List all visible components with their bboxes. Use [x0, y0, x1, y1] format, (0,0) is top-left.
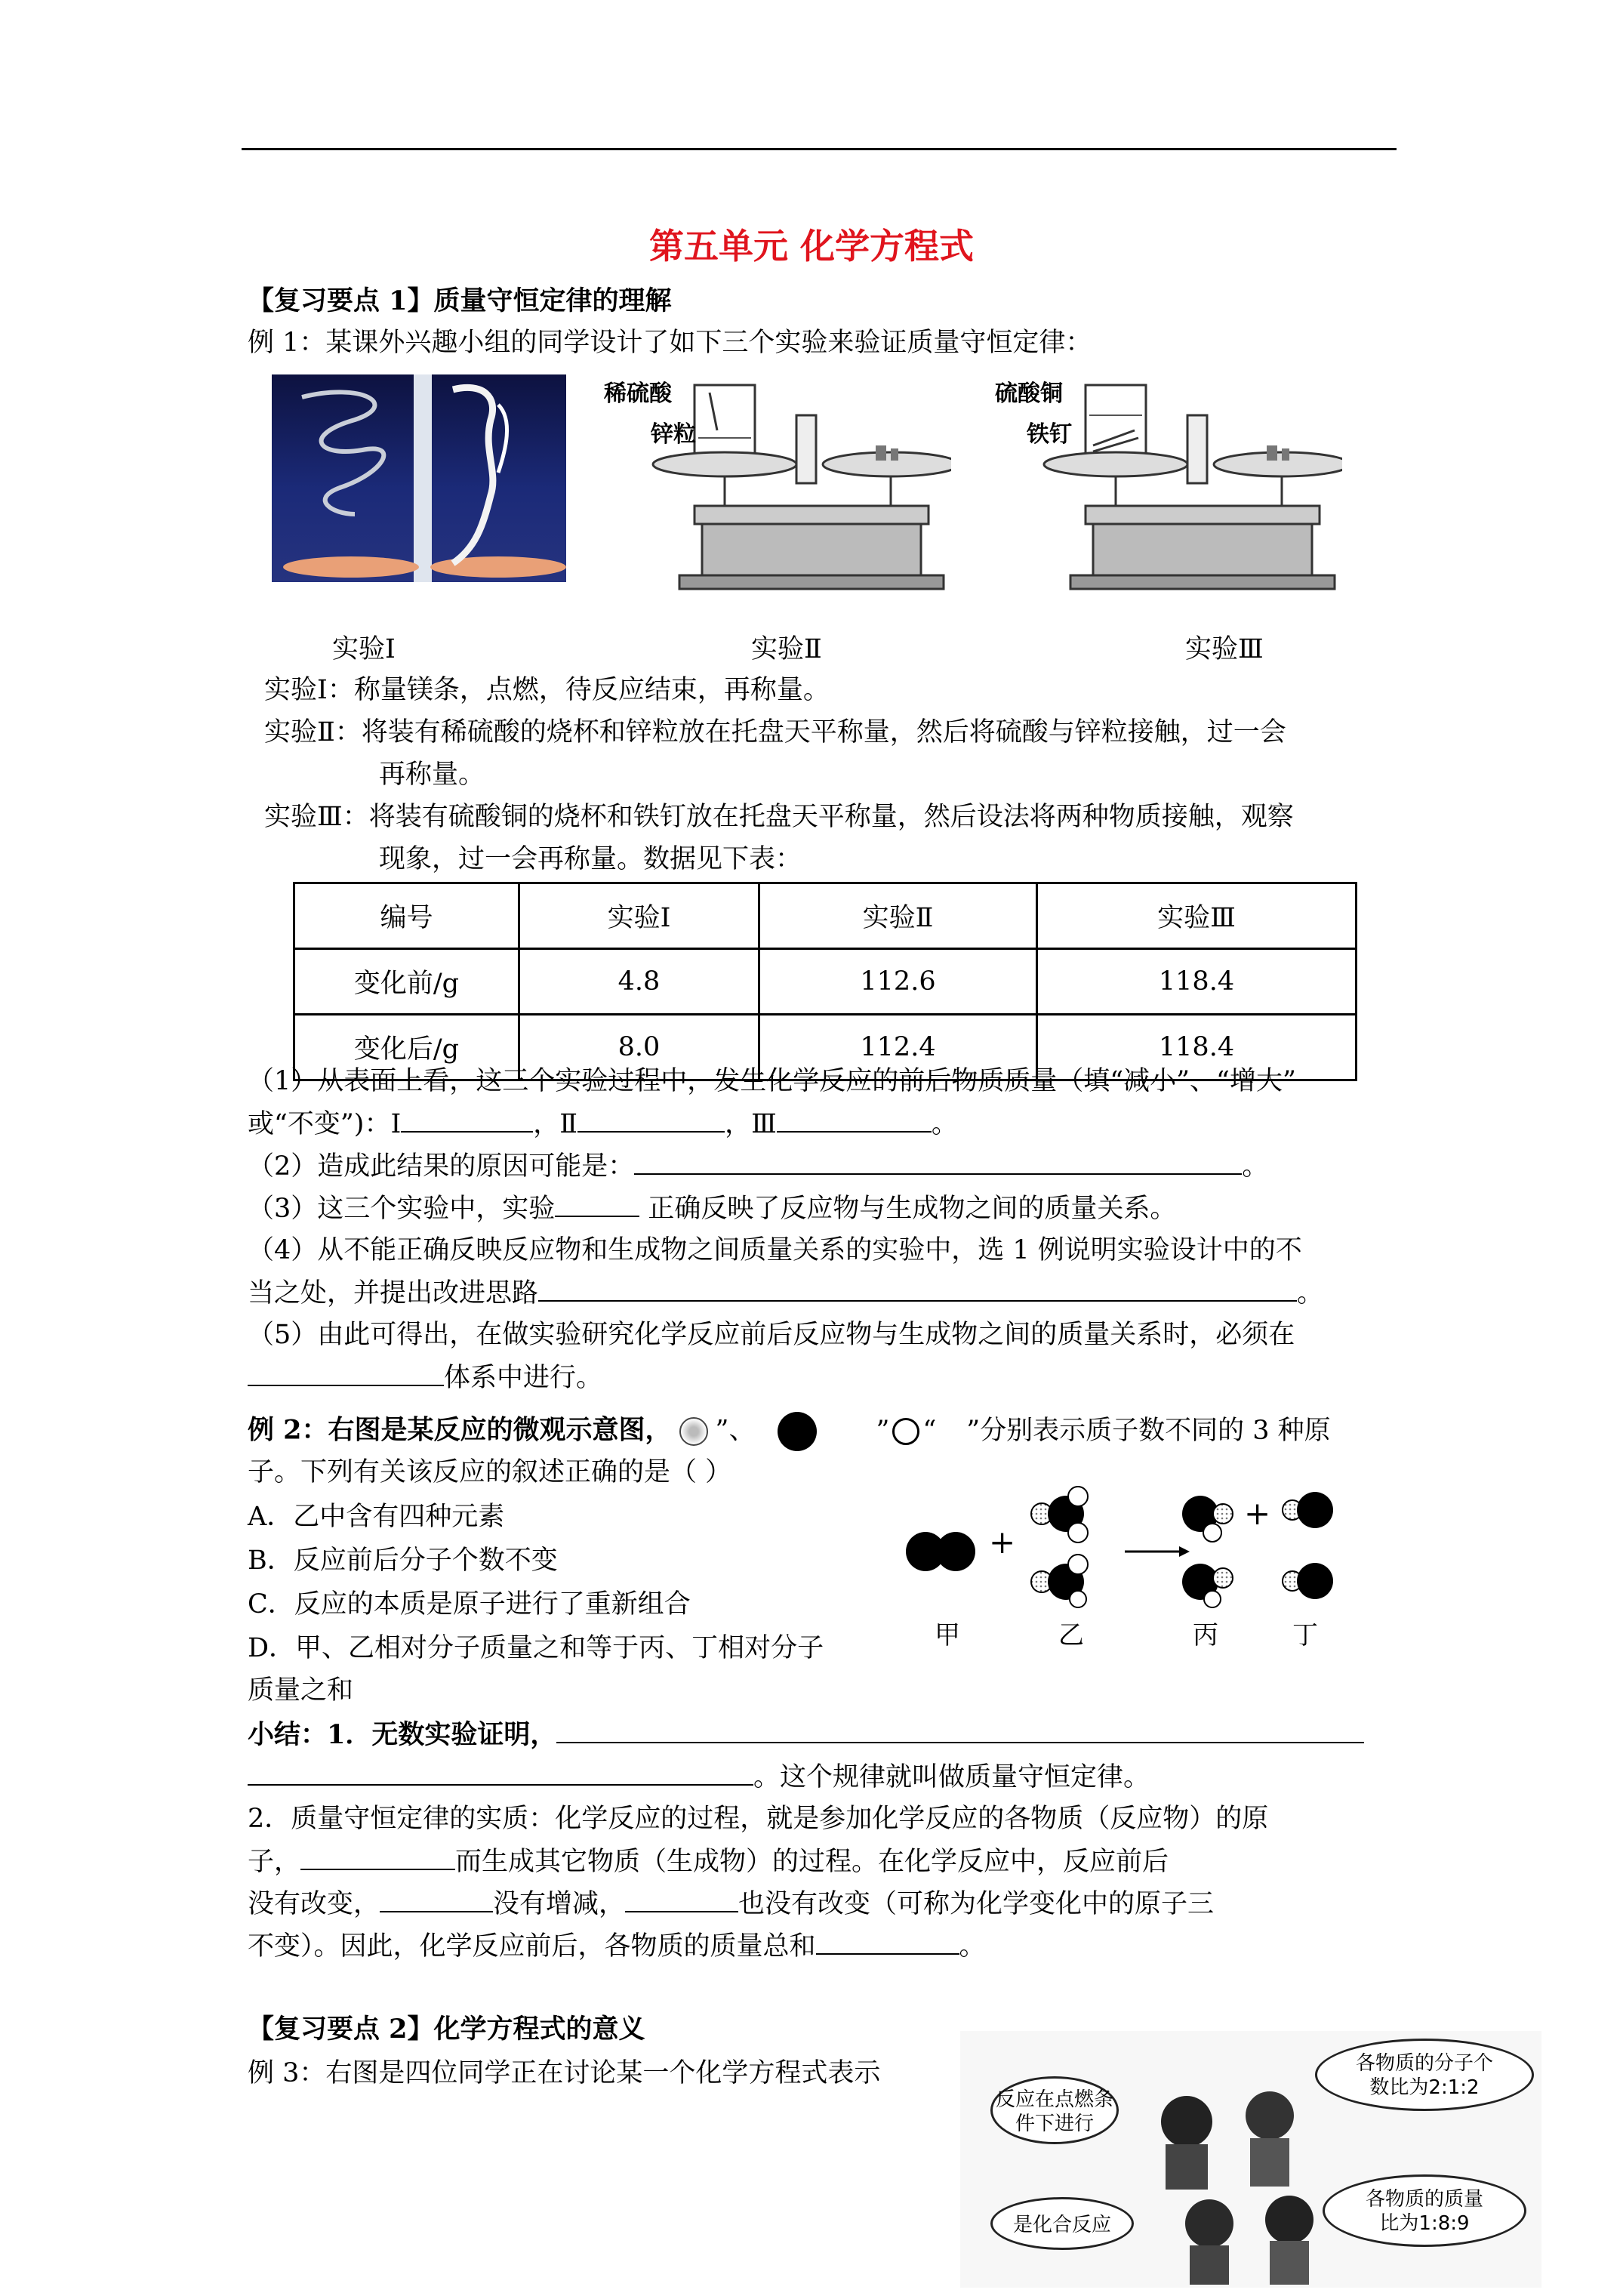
label-ding: 丁	[1292, 1620, 1318, 1650]
answer-blank-summary-1b[interactable]	[248, 1758, 753, 1786]
plus-sign-1: +	[989, 1524, 1016, 1561]
question-1-line-a: （1）从表面上看，这三个实验过程中，发生化学反应的前后物质质量（填“减小”、“增大”	[248, 1066, 1296, 1096]
top-rule	[242, 148, 1397, 150]
speech-bubble-condition: 反应在点燃条件下进行	[990, 2076, 1119, 2144]
question-2	[248, 1148, 1268, 1185]
ex2-text-start: 例 2：右图是某反应的微观示意图，	[248, 1414, 672, 1446]
answer-blank-total-mass[interactable]	[816, 1928, 959, 1955]
table-cell: 变化后/g	[294, 1015, 519, 1080]
section1-heading: 【复习要点 1】质量守恒定律的理解	[248, 285, 672, 316]
s2c-mid: 没有增减，	[493, 1889, 626, 1919]
q3-text-end: 正确反映了反应物与生成物之间的质量关系。	[639, 1194, 1177, 1224]
ex2-sep-2: ”	[876, 1415, 890, 1446]
option-c: C．反应的本质是原子进行了重新组合	[248, 1589, 691, 1620]
summary-line-2a: 2．质量守恒定律的实质：化学反应的过程，就是参加化学反应的各物质（反应物）的原	[248, 1804, 1269, 1834]
caption-exp3: 实验Ⅲ	[1185, 634, 1264, 664]
summary-line-1b	[248, 1758, 1150, 1795]
answer-blank-reason[interactable]	[634, 1148, 1242, 1175]
example3-text: 例 3：右图是四位同学正在讨论某一个化学方程式表示	[248, 2058, 881, 2088]
q1-sep-1: ，Ⅱ	[533, 1109, 578, 1139]
exp2-description-2: 再称量。	[379, 760, 485, 790]
q2-text: （2）造成此结果的原因可能是：	[248, 1151, 635, 1182]
label-yi: 乙	[1058, 1620, 1084, 1650]
answer-blank-exp2[interactable]	[577, 1105, 725, 1133]
answer-blank-summary-1a[interactable]	[556, 1716, 1364, 1743]
q1-end: 。	[931, 1109, 958, 1139]
example2-line-1	[248, 1412, 1331, 1451]
table-cell: 112.4	[759, 1015, 1037, 1080]
reaction-diagram	[898, 1480, 1412, 1661]
black-atom-icon	[778, 1412, 817, 1451]
label-zinc: 锌粒	[651, 421, 696, 448]
question-3	[248, 1190, 1176, 1227]
question-4-line-a: （4）从不能正确反映反应物和生成物之间质量关系的实验中，选 1 例说明实验设计中的不	[248, 1235, 1302, 1265]
q4-text-start: 当之处，并提出改进思路	[248, 1278, 539, 1308]
s2d-start: 不变）。因此，化学反应前后，各物质的质量总和	[248, 1931, 816, 1962]
option-d: D．甲、乙相对分子质量之和等于丙、丁相对分子	[248, 1633, 824, 1663]
q1-text-start: 或“不变”)：Ⅰ	[248, 1109, 402, 1139]
summary-line-1	[248, 1716, 1364, 1753]
table-cell: 变化前/g	[294, 949, 519, 1015]
balance-figure-3	[995, 370, 1342, 604]
ex2-text-end: ”分别表示质子数不同的 3 种原	[966, 1415, 1331, 1446]
option-a: A．乙中含有四种元素	[248, 1502, 505, 1532]
ex2-sep-3: “	[922, 1415, 937, 1446]
answer-blank-system[interactable]	[248, 1359, 444, 1386]
dotted-atom-icon	[679, 1417, 708, 1446]
s2c-end: 也没有改变（可称为化学变化中的原子三	[738, 1889, 1215, 1919]
answer-blank-exp1[interactable]	[401, 1105, 533, 1133]
summary-text-start: 小结：1．无数实验证明，	[248, 1719, 557, 1750]
exp2-description-1: 实验Ⅱ：将装有稀硫酸的烧杯和锌粒放在托盘天平称量，然后将硫酸与锌粒接触，过一会	[264, 717, 1286, 747]
table-cell: 118.4	[1037, 1015, 1357, 1080]
question-4-line-b	[248, 1274, 1323, 1311]
discussion-figure	[960, 2031, 1541, 2288]
question-5-line-a: （5）由此可得出，在做实验研究化学反应前后反应物与生成物之间的质量关系时，必须在	[248, 1320, 1295, 1350]
summary-line-2b	[248, 1843, 1169, 1880]
answer-blank-atom-type[interactable]	[380, 1885, 493, 1912]
option-b: B．反应前后分子个数不变	[248, 1546, 558, 1576]
q2-end: 。	[1242, 1151, 1269, 1182]
answer-blank-improvement[interactable]	[538, 1274, 1297, 1302]
s2c-start: 没有改变，	[248, 1889, 380, 1919]
section2-heading: 【复习要点 2】化学方程式的意义	[248, 2014, 645, 2045]
example2-line-2: 子。下列有关该反应的叙述正确的是（ ）	[248, 1457, 732, 1487]
label-jia: 甲	[935, 1620, 960, 1650]
s2b-start: 子，	[248, 1847, 301, 1877]
magnesium-photo-svg	[272, 374, 566, 582]
speech-bubble-combination: 是化合反应	[990, 2197, 1134, 2250]
label-bing: 丙	[1193, 1620, 1218, 1650]
exp3-description-2: 现象，过一会再称量。数据见下表：	[379, 844, 802, 874]
balance-figure-2	[604, 370, 951, 604]
caption-exp2: 实验Ⅱ	[751, 634, 822, 664]
q3-text-start: （3）这三个实验中，实验	[248, 1194, 556, 1224]
label-dilute-sulfuric-acid: 稀硫酸	[604, 381, 672, 407]
magnesium-photo	[272, 374, 566, 582]
table-cell: 118.4	[1037, 949, 1357, 1015]
table-row	[294, 949, 1357, 1015]
q1-sep-2: ，Ⅲ	[725, 1109, 777, 1139]
table-header-cell: 实验Ⅲ	[1037, 883, 1357, 949]
white-atom-icon	[892, 1418, 919, 1445]
caption-exp1: 实验Ⅰ	[332, 634, 396, 664]
table-cell: 8.0	[519, 1015, 759, 1080]
answer-blank-correct-exp[interactable]	[555, 1190, 639, 1217]
label-copper-sulfate: 硫酸铜	[995, 381, 1063, 407]
ex2-sep-1: ”、	[715, 1415, 756, 1446]
plus-sign-2: +	[1244, 1495, 1271, 1532]
label-iron-nail: 铁钉	[1027, 421, 1072, 448]
table-cell: 4.8	[519, 949, 759, 1015]
table-header-row	[294, 883, 1357, 949]
speech-bubble-mass-ratio: 各物质的质量比为1:8:9	[1323, 2174, 1526, 2247]
s2d-end: 。	[959, 1931, 986, 1962]
speech-bubble-molecule-ratio: 各物质的分子个数比为2:1:2	[1315, 2039, 1534, 2111]
table-cell: 112.6	[759, 949, 1037, 1015]
exp1-description: 实验Ⅰ：称量镁条，点燃，待反应结束，再称量。	[264, 675, 830, 705]
exp3-description-1: 实验Ⅲ：将装有硫酸铜的烧杯和铁钉放在托盘天平称量，然后设法将两种物质接触，观察	[264, 802, 1294, 832]
q5-end: 体系中进行。	[444, 1363, 603, 1393]
summary-line-2c	[248, 1885, 1214, 1922]
table-header-cell: 实验Ⅰ	[519, 883, 759, 949]
page-title: 第五单元 化学方程式	[648, 226, 974, 267]
q4-end: 。	[1297, 1278, 1324, 1308]
answer-blank-atoms-recombine[interactable]	[300, 1843, 455, 1870]
s2b-end: 而生成其它物质（生成物）的过程。在化学反应中，反应前后	[455, 1847, 1169, 1877]
reaction-diagram-svg	[898, 1480, 1412, 1608]
mass-data-table	[293, 882, 1357, 1081]
example1-intro: 例 1：某课外兴趣小组的同学设计了如下三个实验来验证质量守恒定律：	[248, 328, 1092, 358]
answer-blank-atom-count[interactable]	[625, 1885, 738, 1912]
table-header-cell: 编号	[294, 883, 519, 949]
table-header-cell: 实验Ⅱ	[759, 883, 1037, 949]
summary-line-2d	[248, 1928, 986, 1965]
question-1-line-b	[248, 1105, 958, 1142]
summary-text-end: 。这个规律就叫做质量守恒定律。	[753, 1762, 1150, 1792]
option-d-cont: 质量之和	[248, 1675, 354, 1706]
question-5-line-b	[248, 1359, 602, 1396]
answer-blank-exp3[interactable]	[777, 1105, 932, 1133]
